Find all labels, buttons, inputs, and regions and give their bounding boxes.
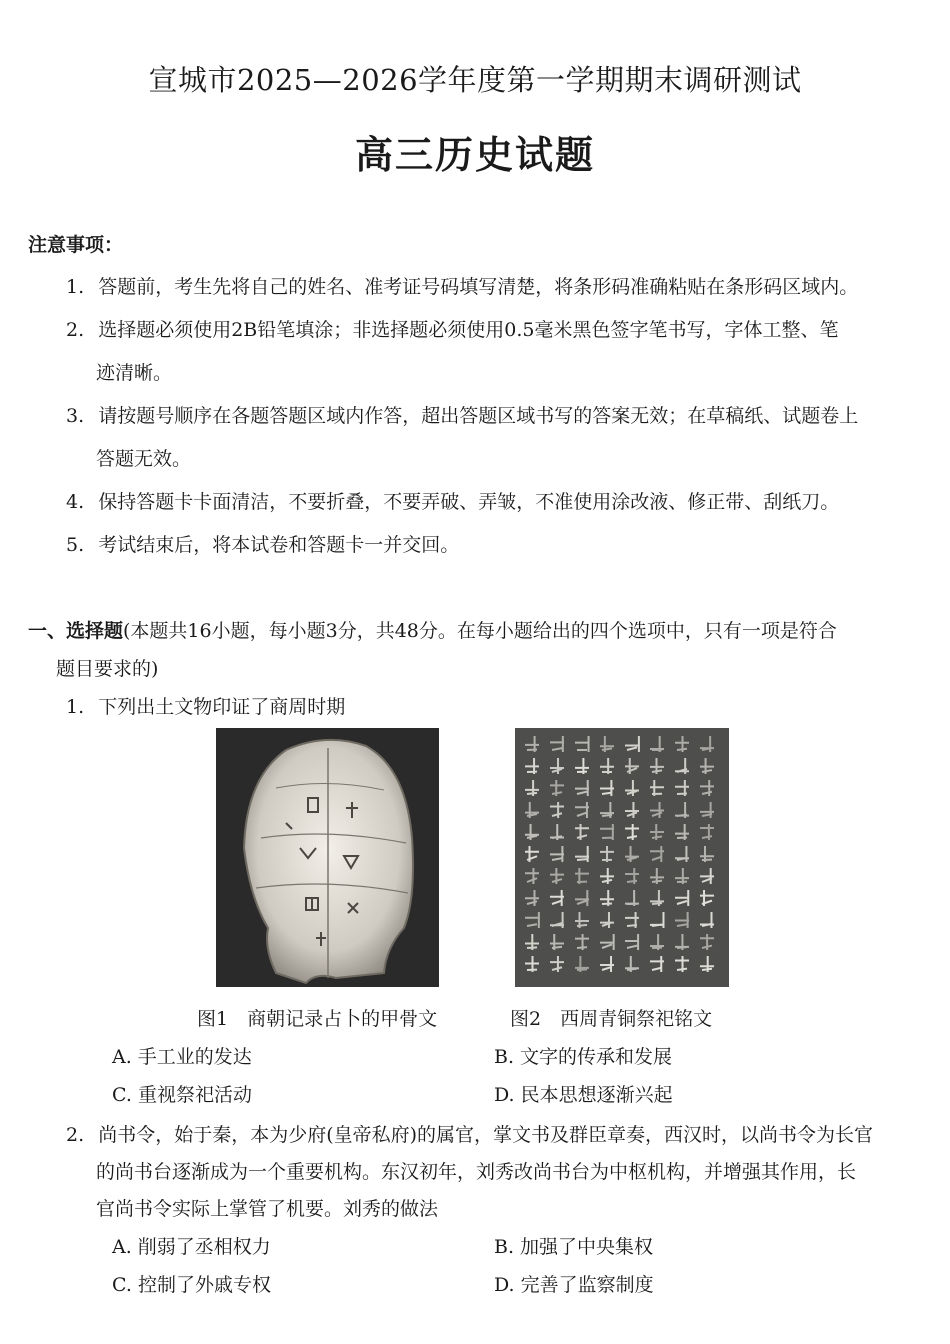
question-2-stem-line-3: 官尚书令实际上掌管了机要。刘秀的做法 (96, 1198, 439, 1220)
question-2-stem-line-2: 的尚书台逐渐成为一个重要机构。东汉初年，刘秀改尚书台为中枢机构，并增强其作用，长 (96, 1161, 857, 1183)
oracle-bone-image (216, 728, 439, 987)
q2-option-c[interactable]: C. 控制了外戚专权 (112, 1274, 271, 1296)
notice-item-text: 选择题必须使用2B铅笔填涂；非选择题必须使用0.5毫米黑色签字笔书写，字体工整、笔 (98, 319, 839, 341)
notice-item-number: 1. (66, 276, 85, 298)
q2-option-b[interactable]: B. 加强了中央集权 (494, 1236, 654, 1258)
notice-item-text: 保持答题卡卡面清洁，不要折叠，不要弄破、弄皱，不准使用涂改液、修正带、刮纸刀。 (98, 491, 840, 513)
q2-option-a[interactable]: A. 削弱了丞相权力 (112, 1236, 271, 1258)
notice-item-number: 4. (66, 491, 85, 513)
q1-option-b[interactable]: B. 文字的传承和发展 (494, 1046, 673, 1068)
notice-item-4 (66, 487, 839, 514)
section-label: 一、选择题 (28, 620, 124, 642)
notice-heading: 注意事项： (28, 234, 124, 256)
notice-item-1 (66, 272, 858, 299)
notice-item-number: 2. (66, 319, 85, 341)
exam-subtitle: 高三历史试题 (354, 133, 595, 177)
section-heading (28, 616, 837, 643)
notice-item-number: 3. (66, 405, 85, 427)
question-1-stem (66, 692, 345, 719)
q1-option-d[interactable]: D. 民本思想逐渐兴起 (494, 1084, 673, 1106)
question-number: 1. (66, 696, 85, 718)
notice-item-number: 5. (66, 534, 85, 556)
bronze-inscription-image (515, 728, 729, 987)
question-text: 尚书令，始于秦，本为少府(皇帝私府)的属官，掌文书及群臣章奏，西汉时，以尚书令为长官 (98, 1124, 874, 1146)
notice-item-2 (66, 315, 838, 342)
section-description: (本题共16小题，每小题3分，共48分。在每小题给出的四个选项中，只有一项是符合 (123, 620, 837, 642)
section-description-continued: 题目要求的) (56, 658, 159, 680)
q1-option-c[interactable]: C. 重视祭祀活动 (112, 1084, 252, 1106)
notice-item-text: 请按题号顺序在各题答题区域内作答，超出答题区域书写的答案无效；在草稿纸、试题卷上 (98, 405, 859, 427)
notice-item-text: 考试结束后，将本试卷和答题卡一并交回。 (98, 534, 460, 556)
q1-option-a[interactable]: A. 手工业的发达 (112, 1046, 252, 1068)
notice-item-3-continued: 答题无效。 (96, 448, 192, 470)
question-number: 2. (66, 1124, 85, 1146)
exam-title: 宣城市2025—2026学年度第一学期期末调研测试 (148, 63, 802, 97)
notice-item-5 (66, 530, 459, 557)
q2-option-d[interactable]: D. 完善了监察制度 (494, 1274, 654, 1296)
notice-item-text: 答题前，考生先将自己的姓名、准考证号码填写清楚，将条形码准确粘贴在条形码区域内。 (98, 276, 859, 298)
notice-item-2-continued: 迹清晰。 (96, 362, 173, 384)
question-2-stem (66, 1120, 873, 1147)
question-text: 下列出土文物印证了商周时期 (98, 696, 346, 718)
figure-2-caption: 图2 西周青铜祭祀铭文 (510, 1008, 713, 1030)
figure-1-caption: 图1 商朝记录占卜的甲骨文 (197, 1008, 438, 1030)
notice-item-3 (66, 401, 858, 428)
